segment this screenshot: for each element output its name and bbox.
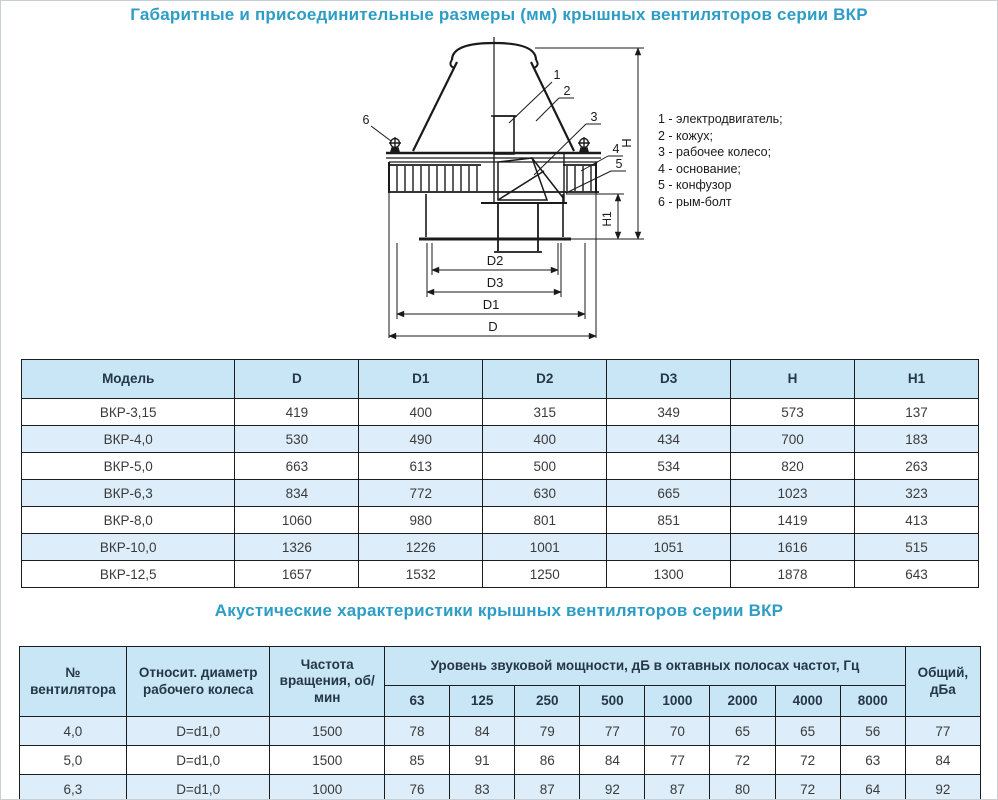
column-header-model: Модель [22,360,235,399]
table-cell: 772 [359,480,483,507]
table-cell: D=d1,0 [126,717,270,746]
table-cell: 1878 [731,561,855,588]
legend-item: 6 - рым-болт [658,194,732,209]
table-header-row [20,647,981,686]
table-cell: 820 [731,453,855,480]
fan-outline [386,37,601,252]
table-cell: 77 [645,746,710,775]
table-cell: 1001 [483,534,607,561]
column-header-d2: D2 [483,360,607,399]
section-title-acoustic: Акустические характеристики крышных вентиляторов серии ВКР [214,601,784,620]
table-cell: 63 [840,746,905,775]
table-cell: D=d1,0 [126,746,270,775]
table-cell: ВКР-8,0 [22,507,235,534]
table-cell: 5,0 [20,746,127,775]
table-cell: 834 [235,480,359,507]
table-header-row [22,360,979,399]
table-cell: 700 [731,426,855,453]
table-row [22,399,979,426]
table-cell: 72 [710,746,775,775]
table-cell: 76 [385,775,450,800]
table-cell: 79 [515,717,580,746]
table-cell: 1300 [607,561,731,588]
dim-label-h: H [619,138,634,148]
part-label-4: 4 [612,142,620,156]
dim-label-d3: D3 [486,275,504,290]
table-cell: 56 [840,717,905,746]
column-header-freq-63: 63 [385,686,450,717]
table-cell: 434 [607,426,731,453]
dim-label-h1: H1 [600,211,614,227]
table-cell: 534 [607,453,731,480]
table-cell: 801 [483,507,607,534]
table-cell: 851 [607,507,731,534]
table-row [22,453,979,480]
column-header-freq-500: 500 [580,686,645,717]
column-header-rel-diameter: Относит. диаметр рабочего колеса [126,647,270,717]
table-cell: 183 [855,426,979,453]
column-header-freq-8000: 8000 [840,686,905,717]
table-row [22,561,979,588]
column-header-h1: H1 [855,360,979,399]
column-header-freq-2000: 2000 [710,686,775,717]
column-header-d3: D3 [607,360,731,399]
legend-item: 2 - кожух; [658,128,713,143]
acoustic-table [19,646,981,800]
legend-item: 4 - основание; [658,161,741,176]
table-cell: 83 [450,775,515,800]
table-cell: 1532 [359,561,483,588]
table-cell: 630 [483,480,607,507]
table-cell: 413 [855,507,979,534]
table-cell: ВКР-12,5 [22,561,235,588]
table-cell: ВКР-4,0 [22,426,235,453]
table-cell: 980 [359,507,483,534]
table-cell: 419 [235,399,359,426]
table-cell: ВКР-5,0 [22,453,235,480]
column-header-d1: D1 [359,360,483,399]
table-cell: 1226 [359,534,483,561]
table-cell: 1060 [235,507,359,534]
table-cell: 1326 [235,534,359,561]
part-label-1: 1 [553,68,561,82]
part-label-5: 5 [615,157,623,171]
dim-label-d2: D2 [486,253,504,268]
page-title: Габаритные и присоединительные размеры (мм) крышных вентиляторов серии ВКР [130,5,868,24]
table-row [22,507,979,534]
table-cell: 1000 [270,775,385,800]
table-cell: 1051 [607,534,731,561]
table-row [20,746,981,775]
table-cell: 490 [359,426,483,453]
table-cell: 665 [607,480,731,507]
dimensions-table [21,359,979,588]
table-cell: 4,0 [20,717,127,746]
table-cell: 643 [855,561,979,588]
table-cell: 315 [483,399,607,426]
table-cell: 573 [731,399,855,426]
table-cell: 84 [580,746,645,775]
table-cell: 663 [235,453,359,480]
table-cell: 613 [359,453,483,480]
table-cell: 349 [607,399,731,426]
table-cell: 1657 [235,561,359,588]
column-header-sound-power: Уровень звуковой мощности, дБ в октавных полосах частот, Гц [385,647,906,686]
table-row [20,775,981,800]
table-cell: 92 [905,775,980,800]
table-cell: 92 [580,775,645,800]
column-header-fan-number: № вентилятора [20,647,127,717]
table-cell: 72 [775,775,840,800]
table-row [22,534,979,561]
table-cell: ВКР-3,15 [22,399,235,426]
table-cell: 263 [855,453,979,480]
table-cell: 77 [905,717,980,746]
table-row [22,480,979,507]
column-header-h: H [731,360,855,399]
table-cell: 400 [359,399,483,426]
table-cell: 1500 [270,746,385,775]
table-cell: 87 [645,775,710,800]
table-cell: 80 [710,775,775,800]
diagram-legend [658,111,783,210]
table-row [20,717,981,746]
table-cell: 65 [775,717,840,746]
table-cell: 1023 [731,480,855,507]
table-cell: 77 [580,717,645,746]
table-cell: ВКР-6,3 [22,480,235,507]
table-cell: 400 [483,426,607,453]
column-header-freq-125: 125 [450,686,515,717]
table-cell: 530 [235,426,359,453]
table-row [22,426,979,453]
table-cell: ВКР-10,0 [22,534,235,561]
dimension-lines [371,48,644,338]
table-cell: 91 [450,746,515,775]
fan-diagram [331,31,661,353]
dim-label-d1: D1 [482,297,500,312]
column-header-total: Общий, дБа [905,647,980,717]
table-cell: 85 [385,746,450,775]
table-cell: 515 [855,534,979,561]
legend-item: 1 - электродвигатель; [658,112,783,126]
column-header-freq-4000: 4000 [775,686,840,717]
column-header-freq-250: 250 [515,686,580,717]
part-label-3: 3 [590,110,598,124]
table-cell: 137 [855,399,979,426]
table-cell: 1616 [731,534,855,561]
table-cell: 64 [840,775,905,800]
table-cell: 65 [710,717,775,746]
table-cell: 500 [483,453,607,480]
part-label-6: 6 [362,113,370,127]
table-cell: 1250 [483,561,607,588]
dim-label-d: D [488,319,498,334]
column-header-d: D [235,360,359,399]
legend-item: 3 - рабочее колесо; [658,145,772,159]
table-cell: 72 [775,746,840,775]
table-cell: D=d1,0 [126,775,270,800]
table-cell: 84 [450,717,515,746]
table-cell: 70 [645,717,710,746]
table-cell: 1419 [731,507,855,534]
table-cell: 87 [515,775,580,800]
table-cell: 84 [905,746,980,775]
table-cell: 323 [855,480,979,507]
table-cell: 86 [515,746,580,775]
table-cell: 6,3 [20,775,127,800]
table-cell: 1500 [270,717,385,746]
column-header-rotation-speed: Частота вращения, об/мин [270,647,385,717]
part-label-2: 2 [563,84,571,98]
legend-item: 5 - конфузор [658,178,732,192]
column-header-freq-1000: 1000 [645,686,710,717]
table-cell: 78 [385,717,450,746]
